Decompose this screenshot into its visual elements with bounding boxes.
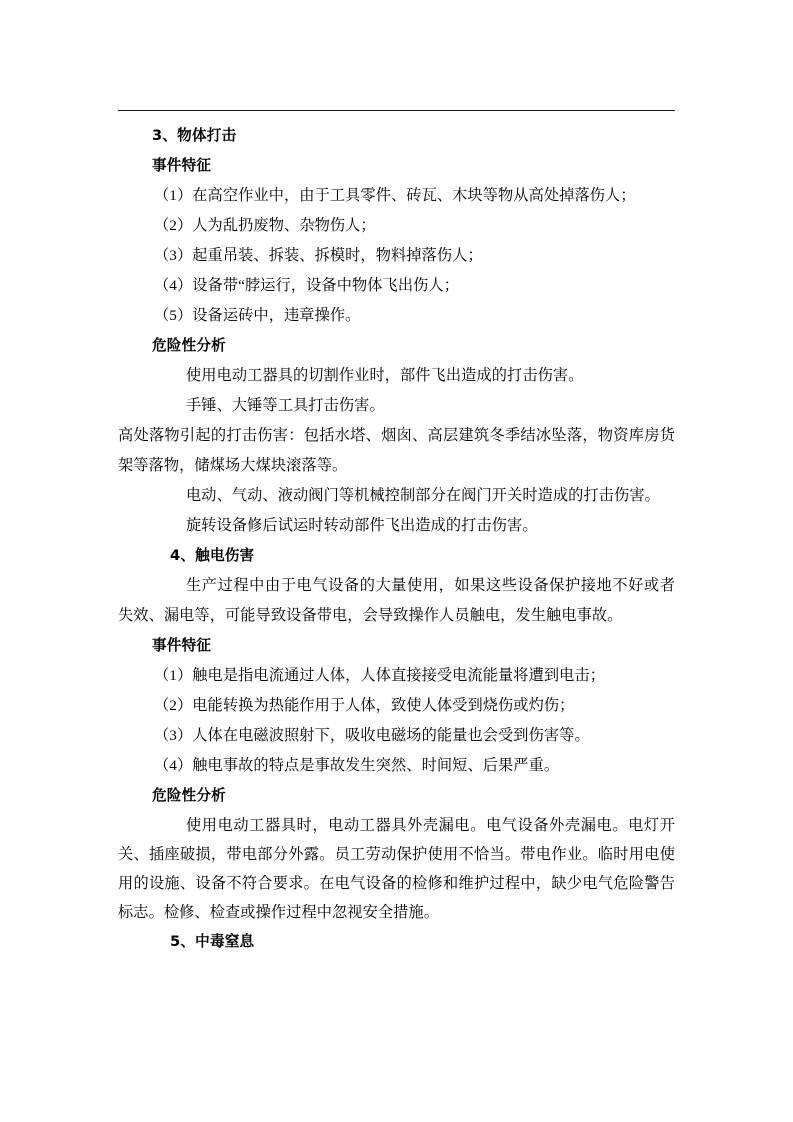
header-divider [118, 110, 675, 111]
section-4-feature-item: （2）电能转换为热能作用于人体，致使人体受到烧伤或灼伤； [154, 697, 575, 714]
section-4-heading: 4、触电伤害 [170, 547, 255, 564]
section-3-feature-item: （3）起重吊装、拆装、拆模时，物料掉落伤人； [154, 247, 483, 264]
section-4-feature-item: （1）触电是指电流通过人体，人体直接接受电流能量将遭到电击； [154, 667, 606, 684]
section-3-analysis-item: 手锤、大锤等工具打击伤害。 [186, 397, 385, 414]
section-3-analysis-item: 电动、气动、液动阀门等机械控制部分在阀门开关时造成的打击伤害。 [186, 487, 660, 504]
section-3-analysis-item: 高处落物引起的打击伤害：包括水塔、烟囱、高层建筑冬季结冰坠落，物资库房货架等落物，储煤场大煤块滚落等。 [118, 427, 675, 474]
section-5-heading: 5、中毒窒息 [170, 933, 255, 950]
section-4-feature-item: （3）人体在电磁波照射下，吸收电磁场的能量也会受到伤害等。 [154, 727, 590, 744]
section-3-analysis-item: 旋转设备修后试运时转动部件飞出造成的打击伤害。 [186, 517, 538, 534]
section-3-feature-item: （5）设备运砖中，违章操作。 [154, 307, 361, 324]
section-4-analysis-heading: 危险性分析 [152, 787, 226, 804]
section-3-analysis-heading: 危险性分析 [152, 337, 226, 354]
section-3-analysis-item: 使用电动工器具的切割作业时，部件飞出造成的打击伤害。 [186, 367, 584, 384]
page-content [118, 110, 675, 957]
section-3-features-heading: 事件特征 [152, 157, 212, 174]
section-3-feature-item: （2）人为乱扔废物、杂物伤人； [154, 217, 376, 234]
section-3-feature-item: （1）在高空作业中，由于工具零件、砖瓦、木块等物从高处掉落伤人； [154, 187, 636, 204]
section-3-feature-item: （4）设备带“脖运行，设备中物体飞出伤人； [154, 277, 459, 294]
section-4-features-heading: 事件特征 [152, 637, 212, 654]
section-3-heading: 3、物体打击 [152, 127, 237, 144]
section-4-intro-paragraph: 生产过程中由于电气设备的大量使用，如果这些设备保护接地不好或者失效、漏电等，可能导致设备带电，会导致操作人员触电，发生触电事故。 [118, 577, 675, 624]
section-4-feature-item: （4）触电事故的特点是事故发生突然、时间短、后果严重。 [154, 757, 560, 774]
section-4-analysis-paragraph: 使用电动工器具时，电动工器具外壳漏电。电气设备外壳漏电。电灯开关、插座破损，带电部分外露。员工劳动保护使用不恰当。带电作业。临时用电使用的设施、设备不符合要求。在电气设备的检修和维护过程中，缺少电气危险警告标志。检修、检查或操作过程中忽视安全措施。 [118, 817, 675, 921]
